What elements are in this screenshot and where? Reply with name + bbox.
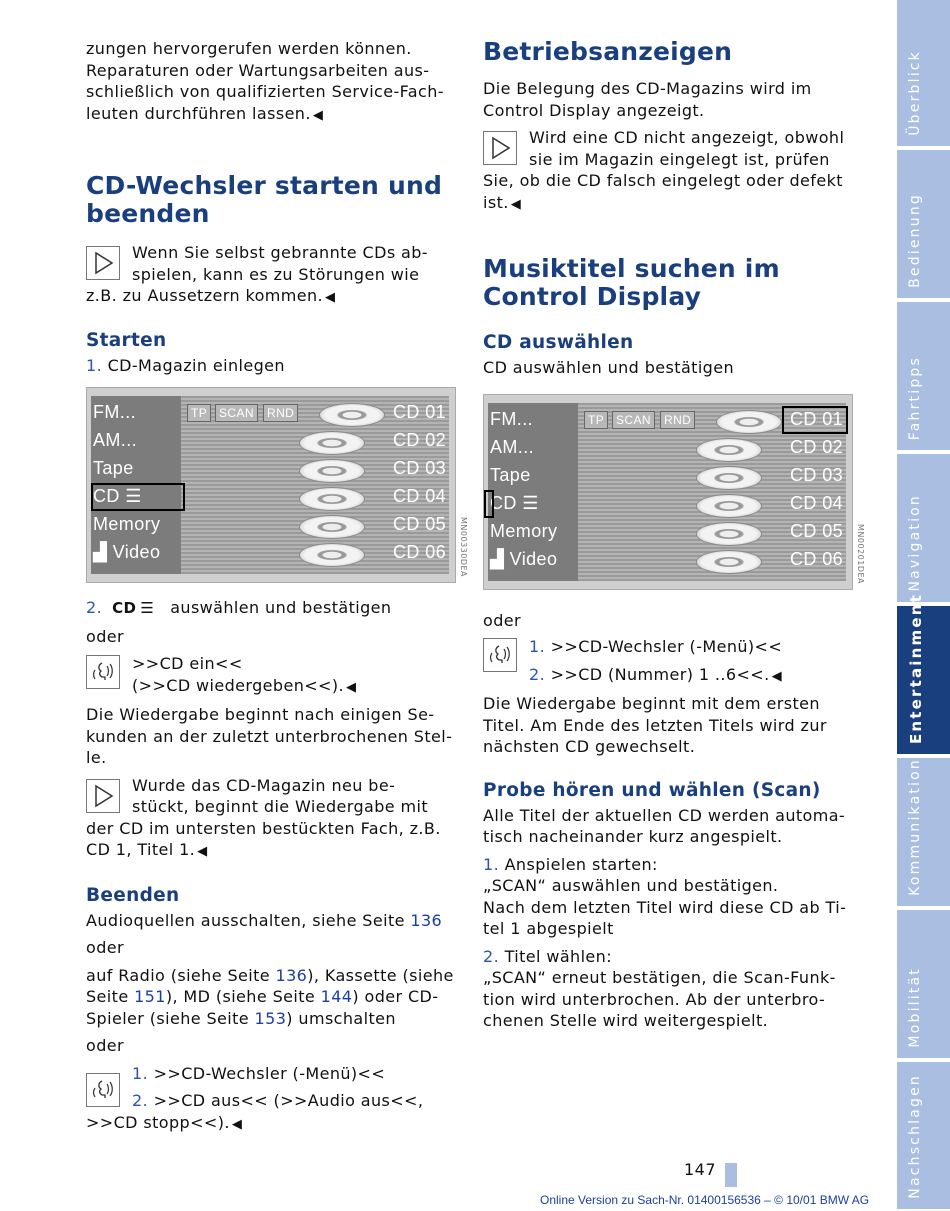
- oder-text: oder: [86, 626, 124, 646]
- step-number: 1.: [529, 637, 546, 656]
- cd-slot-label[interactable]: CD 03: [393, 458, 447, 478]
- step-line: „SCAN“ auswählen und bestätigen.: [483, 876, 779, 895]
- page-link[interactable]: 153: [254, 1008, 287, 1028]
- step-number: 2.: [483, 946, 500, 966]
- sidebar-tab-7[interactable]: [897, 1062, 950, 1211]
- voice-block: [483, 636, 853, 687]
- sidebar-tab-6[interactable]: [897, 910, 950, 1060]
- step-line: chenen Stelle wird weitergespielt.: [483, 1011, 769, 1030]
- page-link[interactable]: 136: [410, 910, 443, 930]
- note-line: Wurde das CD-Magazin neu be-: [132, 775, 396, 795]
- play-note-icon: [483, 131, 517, 165]
- sidebar-tab-label: Kommunikation: [907, 758, 923, 896]
- note-line: [483, 192, 853, 216]
- cd-slot-label[interactable]: CD 02: [393, 430, 447, 450]
- note-block: [86, 775, 456, 818]
- cd-disc-icon: [299, 543, 365, 567]
- sidebar-tab-label: Fahrtipps: [907, 355, 923, 440]
- body-text: Audioquellen ausschalten, siehe Seite: [86, 910, 411, 930]
- subheading-scan: Probe hören und wählen (Scan): [483, 779, 821, 801]
- page-link[interactable]: 144: [320, 987, 353, 1006]
- cd-slot-label[interactable]: CD 01: [393, 402, 447, 422]
- page-number: 147: [684, 1160, 717, 1179]
- page-link[interactable]: 151: [134, 987, 166, 1006]
- body-line: Alle Titel der aktuellen CD werden automa-: [483, 805, 846, 825]
- step-number: 2.: [132, 1091, 149, 1110]
- cd-magazine-screen: [86, 387, 456, 583]
- voice-text: >>CD (Nummer) 1 ..6<<.: [550, 664, 770, 684]
- end-mark-icon: ◀: [771, 668, 782, 684]
- screen-menu-item[interactable]: ▟ Video: [490, 548, 558, 569]
- cd-slot-label[interactable]: CD 01: [790, 408, 844, 429]
- chapter-sidebar: [897, 0, 950, 1211]
- cd-disc-icon: [299, 431, 365, 455]
- end-mark-icon: ◀: [325, 290, 336, 305]
- oder-text: oder: [86, 938, 124, 957]
- play-note-icon: [86, 779, 120, 813]
- note-text: ist.: [483, 192, 509, 212]
- oder-text: oder: [86, 1036, 124, 1055]
- body-line: [86, 986, 456, 1008]
- body-text: Spieler (siehe Seite: [86, 1008, 255, 1028]
- step-text: auswählen und bestätigen: [170, 598, 392, 617]
- voice-step: [132, 1063, 456, 1085]
- body-text: Seite: [86, 987, 135, 1006]
- body-line: le.: [86, 748, 107, 767]
- screen-toolbar-button[interactable]: TP: [187, 404, 211, 422]
- cd-disc-icon: [696, 438, 762, 462]
- right-column: [483, 38, 853, 1032]
- intro-line: schließlich von qualifizierten Service-Fach-: [86, 82, 444, 101]
- section-heading: [483, 255, 853, 311]
- sidebar-tab-label: Überblick: [907, 50, 923, 136]
- voice-command-icon: [483, 638, 517, 672]
- screen-toolbar-button[interactable]: SCAN: [612, 411, 655, 429]
- step-1: [86, 355, 456, 377]
- body-text: ) umschalten: [286, 1008, 396, 1028]
- sidebar-tab-label: Bedienung: [907, 193, 923, 288]
- note-line: Sie, ob die CD falsch eingelegt oder defekt: [483, 171, 843, 190]
- intro-line: Reparaturen oder Wartungsarbeiten aus-: [86, 60, 430, 80]
- left-column: [86, 38, 456, 1135]
- page-link[interactable]: 136: [275, 965, 308, 985]
- body-text: auf Radio (siehe Seite: [86, 965, 276, 985]
- step-number: 1.: [483, 854, 500, 874]
- scan-step-1: [483, 854, 853, 876]
- voice-text: >>CD aus<< (>>Audio aus<<,: [153, 1091, 424, 1110]
- body-text: ), Kassette (siehe: [307, 965, 454, 985]
- note-line: Wenn Sie selbst gebrannte CDs ab-: [132, 243, 428, 262]
- screen-menu-item[interactable]: Tape: [93, 458, 134, 478]
- body-line: nächsten CD gewechselt.: [483, 737, 696, 756]
- section-heading: Betriebsanzeigen: [483, 37, 733, 66]
- note-line: der CD im untersten bestückten Fach, z.B.: [86, 818, 441, 838]
- intro-text: leuten durchführen lassen.: [86, 103, 311, 123]
- screen-toolbar-button[interactable]: RND: [660, 411, 695, 429]
- voice-text: >>CD-Wechsler (-Menü)<<: [550, 637, 783, 656]
- figure-code: MN00201DEA: [856, 523, 865, 584]
- step-text: CD-Magazin einlegen: [107, 355, 285, 375]
- sidebar-tab-4[interactable]: [897, 592, 950, 756]
- intro-line: zungen hervorgerufen werden können.: [86, 39, 412, 58]
- body-line: [86, 965, 456, 987]
- section-heading: [86, 172, 456, 228]
- step-number: 1.: [132, 1063, 149, 1083]
- screen-menu-item[interactable]: AM...: [93, 430, 138, 450]
- cd-slot-label[interactable]: CD 06: [393, 542, 447, 562]
- sidebar-tab-label: Entertainment: [907, 592, 925, 744]
- screen-toolbar-button[interactable]: SCAN: [215, 404, 258, 422]
- oder-text: oder: [483, 610, 521, 630]
- body-line: CD auswählen und bestätigen: [483, 358, 735, 377]
- sidebar-tab-3[interactable]: [897, 454, 950, 604]
- body-line: Die Wiedergabe beginnt nach einigen Se-: [86, 705, 435, 724]
- body-line: Die Belegung des CD-Magazins wird im: [483, 79, 812, 98]
- step-2: [86, 597, 456, 620]
- scan-step-2: [483, 946, 853, 968]
- cd-slot-label[interactable]: CD 06: [790, 548, 844, 569]
- subheading-starten: Starten: [86, 329, 167, 351]
- sidebar-tab-5[interactable]: [897, 758, 950, 908]
- step-line: tel 1 abgespielt: [483, 919, 614, 938]
- screen-menu-item[interactable]: CD ☰: [490, 492, 539, 513]
- voice-text: >>CD-Wechsler (-Menü)<<: [153, 1063, 386, 1083]
- cd-slot-label[interactable]: CD 05: [790, 520, 844, 541]
- cd-slot-label[interactable]: CD 03: [790, 464, 844, 485]
- body-line: tisch nacheinander kurz angespielt.: [483, 827, 783, 846]
- menu-selection-frame: [91, 483, 185, 511]
- note-block: [86, 242, 456, 285]
- cd-slot-label[interactable]: CD 04: [393, 486, 447, 506]
- step-number: 2.: [529, 664, 546, 684]
- body-line: [86, 1008, 456, 1030]
- sidebar-tab-2[interactable]: [897, 302, 950, 452]
- body-line: Titel. Am Ende des letzten Titels wird zur: [483, 715, 827, 735]
- voice-step: [529, 636, 853, 658]
- screen-menu-item[interactable]: ▟ Video: [93, 542, 161, 562]
- cd-select-screen: [483, 394, 853, 590]
- screen-menu-item[interactable]: Tape: [490, 464, 531, 485]
- end-mark-icon: ◀: [312, 107, 324, 123]
- cd-disc-icon: [319, 403, 385, 427]
- page-marker: [725, 1163, 737, 1187]
- cd-disc-icon: [696, 466, 762, 490]
- cd-slot-label[interactable]: CD 04: [790, 492, 844, 513]
- cd-selection-frame: [782, 406, 848, 434]
- heading-line: Control Display: [483, 282, 702, 311]
- end-mark-icon: ◀: [231, 1116, 243, 1132]
- sidebar-tab-1[interactable]: [897, 150, 950, 300]
- body-line: [86, 910, 456, 932]
- sidebar-tab-label: Navigation: [907, 494, 923, 592]
- voice-command-icon: [86, 1073, 120, 1107]
- body-line: Die Wiedergabe beginnt mit dem ersten: [483, 694, 820, 713]
- step-line: „SCAN“ erneut bestätigen, die Scan-Funk-: [483, 968, 836, 987]
- note-line: Wird eine CD nicht angezeigt, obwohl: [529, 128, 845, 147]
- end-mark-icon: ◀: [197, 844, 208, 859]
- cd-disc-icon: [696, 522, 762, 546]
- stack-icon: ☰: [140, 599, 155, 617]
- voice-command-icon: [86, 655, 120, 689]
- step-text: Titel wählen:: [504, 946, 613, 966]
- cd-label: CD: [112, 599, 137, 617]
- end-mark-icon: ◀: [510, 196, 522, 212]
- screen-menu-item[interactable]: FM...: [490, 408, 533, 429]
- voice-text: (>>CD wiedergeben<<).: [132, 675, 344, 695]
- heading-line: beenden: [86, 199, 210, 228]
- cd-slot-label[interactable]: CD 05: [393, 514, 447, 534]
- step-line: tion wird unterbrochen. Ab der unterbro-: [483, 989, 826, 1009]
- screen-menu-item[interactable]: Memory: [93, 514, 161, 534]
- cd-disc-icon: [696, 494, 762, 518]
- screen-toolbar-button[interactable]: RND: [263, 404, 298, 422]
- cd-menu-symbol: [112, 598, 154, 620]
- note-line: [86, 839, 456, 863]
- note-line: [86, 285, 456, 309]
- voice-text: >>CD stopp<<).: [86, 1112, 230, 1132]
- screen-menu-item[interactable]: CD ☰: [93, 486, 142, 506]
- figure-code: MN00330DEA: [459, 517, 468, 578]
- cd-disc-icon: [299, 515, 365, 539]
- note-block: [483, 127, 853, 170]
- subheading-beenden: Beenden: [86, 884, 180, 906]
- cd-slot-label[interactable]: CD 02: [790, 436, 844, 457]
- subheading-cd-auswaehlen: CD auswählen: [483, 332, 634, 353]
- note-line: sie im Magazin eingelegt ist, prüfen: [529, 149, 830, 169]
- voice-step: [132, 1090, 456, 1112]
- sidebar-tab-label: Nachschlagen: [907, 1074, 923, 1199]
- intro-line: [86, 103, 456, 127]
- body-line: kunden an der zuletzt unterbrochenen Stel-: [86, 726, 453, 746]
- step-line: Nach dem letzten Titel wird diese CD ab Ti-: [483, 897, 847, 917]
- note-line: spielen, kann es zu Störungen wie: [132, 264, 420, 284]
- body-text: ), MD (siehe Seite: [165, 987, 321, 1006]
- heading-line: CD-Wechsler starten und: [86, 171, 443, 200]
- cd-disc-icon: [716, 410, 782, 434]
- heading-line: Musiktitel suchen im: [483, 254, 780, 283]
- voice-block: [86, 653, 456, 698]
- voice-line: [132, 675, 456, 699]
- note-text: z.B. zu Aussetzern kommen.: [86, 286, 324, 305]
- play-note-icon: [86, 246, 120, 280]
- voice-line: [86, 1112, 456, 1136]
- sidebar-tab-label: Mobilität: [907, 967, 923, 1048]
- screen-menu-item[interactable]: FM...: [93, 402, 136, 422]
- voice-line: >>CD ein<<: [132, 654, 243, 673]
- body-line: Control Display angezeigt.: [483, 100, 705, 120]
- menu-selection-frame: [484, 490, 494, 518]
- screen-menu-item[interactable]: AM...: [490, 436, 535, 457]
- cd-disc-icon: [299, 459, 365, 483]
- note-line: stückt, beginnt die Wiedergabe mit: [132, 797, 429, 816]
- sidebar-tab-0[interactable]: [897, 0, 950, 148]
- step-text: Anspielen starten:: [504, 854, 658, 874]
- voice-step: [529, 664, 853, 688]
- note-text: CD 1, Titel 1.: [86, 840, 196, 859]
- cd-disc-icon: [299, 487, 365, 511]
- voice-block: [86, 1063, 456, 1112]
- step-number: 2.: [86, 598, 103, 617]
- screen-menu-item[interactable]: Memory: [490, 520, 558, 541]
- footer-text: Online Version zu Sach-Nr. 01400156536 – © 10/01 BMW AG: [540, 1193, 870, 1207]
- step-number: 1.: [86, 355, 103, 375]
- cd-disc-icon: [696, 550, 762, 574]
- body-text: ) oder CD-: [352, 987, 439, 1006]
- end-mark-icon: ◀: [346, 679, 357, 695]
- screen-toolbar-button[interactable]: TP: [584, 411, 608, 429]
